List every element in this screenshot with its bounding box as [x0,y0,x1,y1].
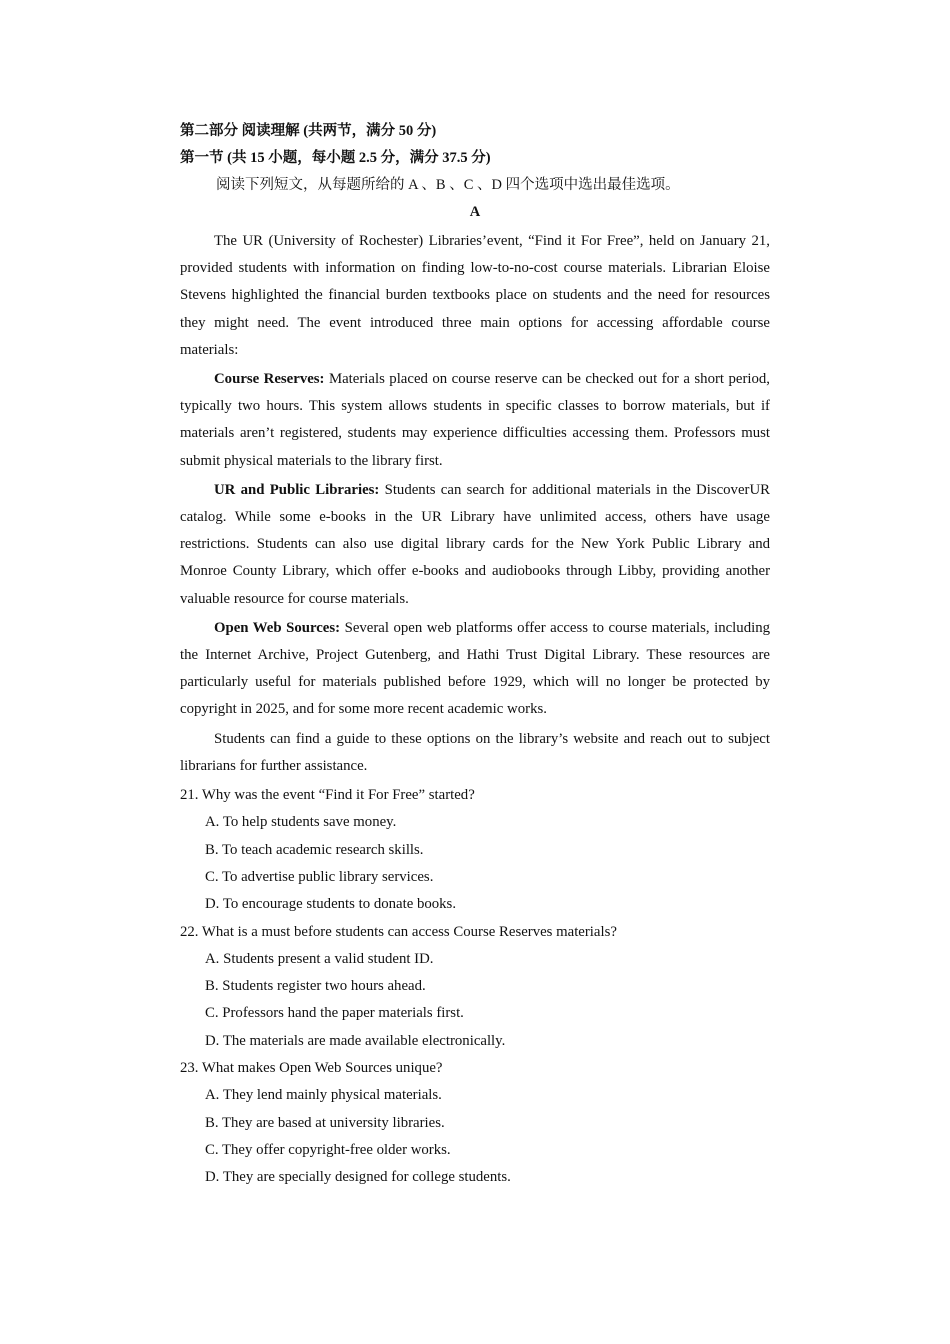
option-c: C. Professors hand the paper materials first. [205,1005,464,1022]
passage-section-public-libraries [180,477,770,613]
option-b: B. To teach academic research skills. [205,841,424,858]
part-title: 第二部分 阅读理解 (共两节，满分 50 分) [180,123,437,139]
section-text: Students can search for additional materials in the DiscoverUR catalog. While some e-books in the UR Library have unlimited access, others have usage restrictions. Students can also use digital library cards for the New York Public Library and Monroe County Library, which offer e-books and audiobooks through Libby, providing another valuable resource for course materials. [180,481,770,607]
page-content [180,118,770,1192]
option-a: A. They lend mainly physical materials. [205,1087,442,1104]
option-c: C. To advertise public library services. [205,868,434,885]
section-heading: Open Web Sources: [214,619,341,636]
section-heading: Course Reserves: [214,371,325,388]
option-b: B. Students register two hours ahead. [205,978,426,995]
question-21 [180,782,770,918]
instructions: 阅读下列短文，从每题所给的 A 、B 、C 、D 四个选项中选出最佳选项。 [216,177,680,193]
option-a: A. To help students save money. [205,814,397,831]
section-heading: UR and Public Libraries: [214,481,380,498]
question-23 [180,1055,770,1191]
option-c: C. They offer copyright-free older works. [205,1141,451,1158]
passage-section-open-web [180,615,770,724]
question-stem: 23. What makes Open Web Sources unique? [180,1060,443,1077]
passage-label: A [469,204,481,220]
section-text: Materials placed on course reserve can be checked out for a short period, typically two hours. This system allows students in specific classes to borrow materials, but if materials aren’t registered, students may experience difficulties accessing them. Professors must submit physical materials to the library first. [180,371,770,469]
question-22 [180,919,770,1055]
option-b: B. They are based at university libraries. [205,1114,445,1131]
question-stem: 21. Why was the event “Find it For Free” started? [180,787,475,804]
option-d: D. To encourage students to donate books. [205,896,457,913]
passage-closing: Students can find a guide to these options on the library’s website and reach out to subject librarians for further assistance. [180,730,770,774]
passage-intro: The UR (University of Rochester) Libraries’event, “Find it For Free”, held on January 21, provided students with information on finding low-to-no-cost course materials. Librarian Eloise Stevens highlighted the financial burden textbooks place on students and the need for resources they might need. The event introduced three main options for accessing affordable course materials: [180,233,770,358]
section-text: Several open web platforms offer access to course materials, including the Internet Archive, Project Gutenberg, and Hathi Trust Digital Library. These resources are particularly useful for materials published before 1929, which will no longer be protected by copyright in 2025, and for some more recent academic works. [180,619,770,718]
option-d: D. They are specially designed for college students. [205,1169,511,1186]
question-stem: 22. What is a must before students can access Course Reserves materials? [180,923,617,940]
section-title: 第一节 (共 15 小题，每小题 2.5 分，满分 37.5 分) [180,150,491,166]
option-a: A. Students present a valid student ID. [205,950,434,967]
passage-section-course-reserves [180,366,770,475]
option-d: D. The materials are made available electronically. [205,1032,506,1049]
